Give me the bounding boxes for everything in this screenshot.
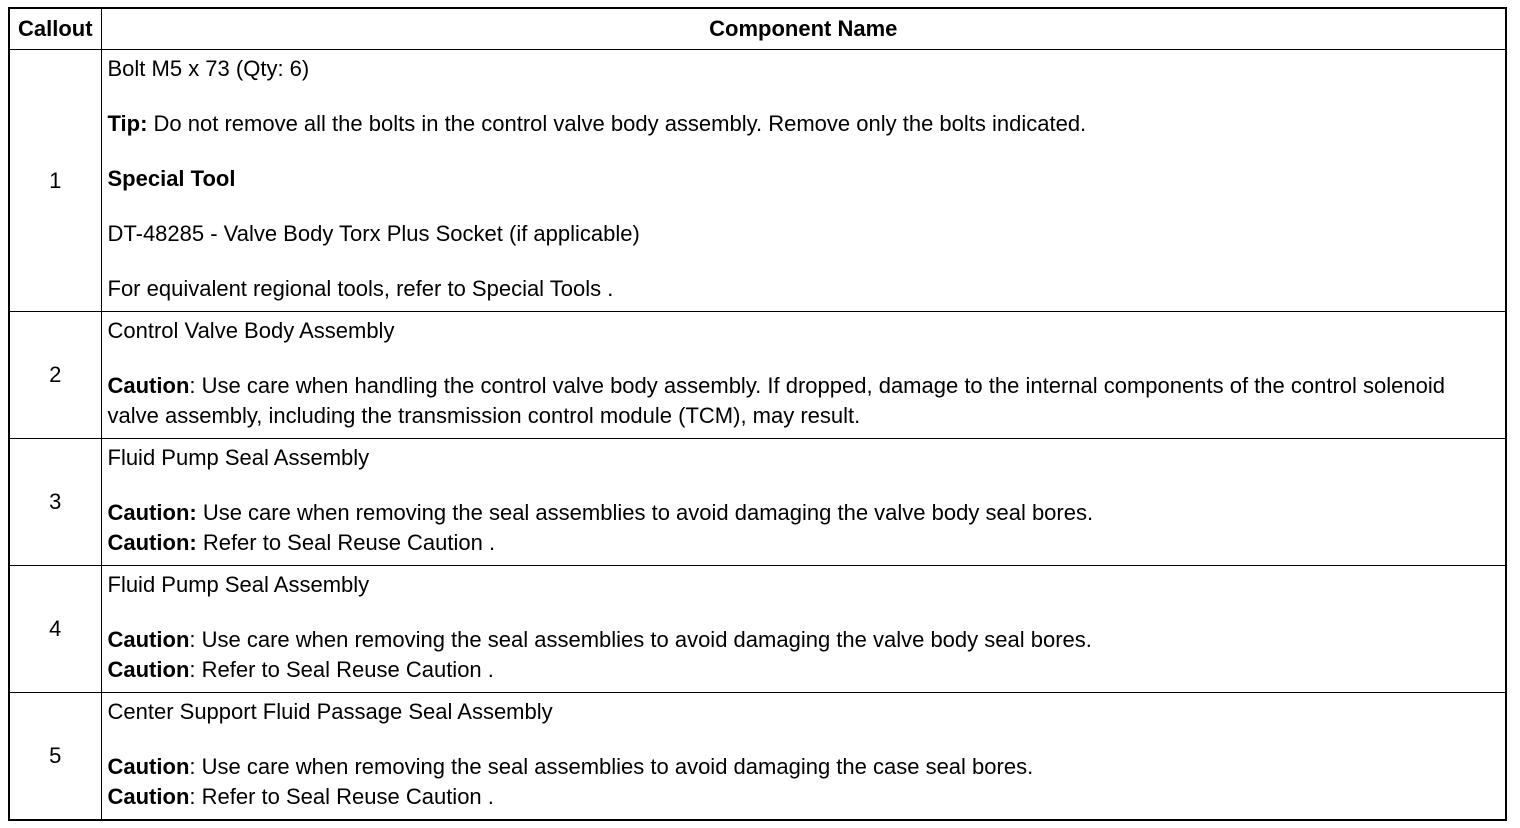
caution-text: Use care when removing the seal assemblies to avoid damaging the valve body seal bores. [196,500,1094,526]
caution-label: Caution [107,754,190,780]
component-name: Fluid Pump Seal Assembly [107,572,370,598]
callout-number: 4 [9,566,101,693]
caution-text: : Use care when removing the seal assemblies to avoid damaging the valve body seal bores. [189,627,1092,653]
component-name-column-header: Component Name [101,8,1506,50]
component-cell [101,566,1506,693]
component-name: Bolt M5 x 73 (Qty: 6) [107,56,310,82]
callout-number: 5 [9,693,101,820]
caution-label: Caution [107,373,190,399]
tip-text: Do not remove all the bolts in the control valve body assembly. Remove only the bolts indicated. [147,111,1087,137]
caution-label: Caution [107,657,190,683]
caution-text: : Use care when removing the seal assemblies to avoid damaging the case seal bores. [189,754,1034,780]
caution-note [108,625,1500,655]
caution-note [108,371,1500,431]
caution-note [108,498,1500,528]
table-row [9,439,1506,566]
special-tool-heading: Special Tool [107,166,236,192]
component-cell [101,312,1506,439]
regional-tools-note: For equivalent regional tools, refer to Special Tools . [107,276,614,302]
callout-column-header: Callout [9,8,101,50]
special-tool-name: DT-48285 - Valve Body Torx Plus Socket (if applicable) [107,221,640,247]
caution-text: : Refer to Seal Reuse Caution . [189,784,494,810]
caution-text: : Refer to Seal Reuse Caution . [189,657,494,683]
caution-note [108,752,1500,782]
component-name: Center Support Fluid Passage Seal Assembly [107,699,553,725]
caution-note [108,782,1500,812]
component-cell [101,50,1506,312]
caution-label: Caution: [107,500,197,526]
component-name: Fluid Pump Seal Assembly [107,445,370,471]
caution-note [108,528,1500,558]
table-row [9,312,1506,439]
table-row [9,693,1506,820]
caution-note [108,655,1500,685]
caution-label: Caution [107,784,190,810]
tip-note [108,109,1500,139]
table-row [9,50,1506,312]
caution-label: Caution [107,627,190,653]
component-name: Control Valve Body Assembly [107,318,395,344]
caution-text: : Use care when handling the control valve body assembly. If dropped, damage to the internal components of the control solenoid valve assembly, including the transmission control module (TCM), may result. [107,373,1445,429]
caution-label: Caution: [107,530,197,556]
component-cell [101,439,1506,566]
callout-number: 2 [9,312,101,439]
callout-number: 1 [9,50,101,312]
callout-number: 3 [9,439,101,566]
table-row [9,566,1506,693]
tip-label: Tip: [107,111,148,137]
component-cell [101,693,1506,820]
table-header-row [9,8,1506,50]
caution-text: Refer to Seal Reuse Caution . [196,530,496,556]
callout-table [8,7,1507,821]
